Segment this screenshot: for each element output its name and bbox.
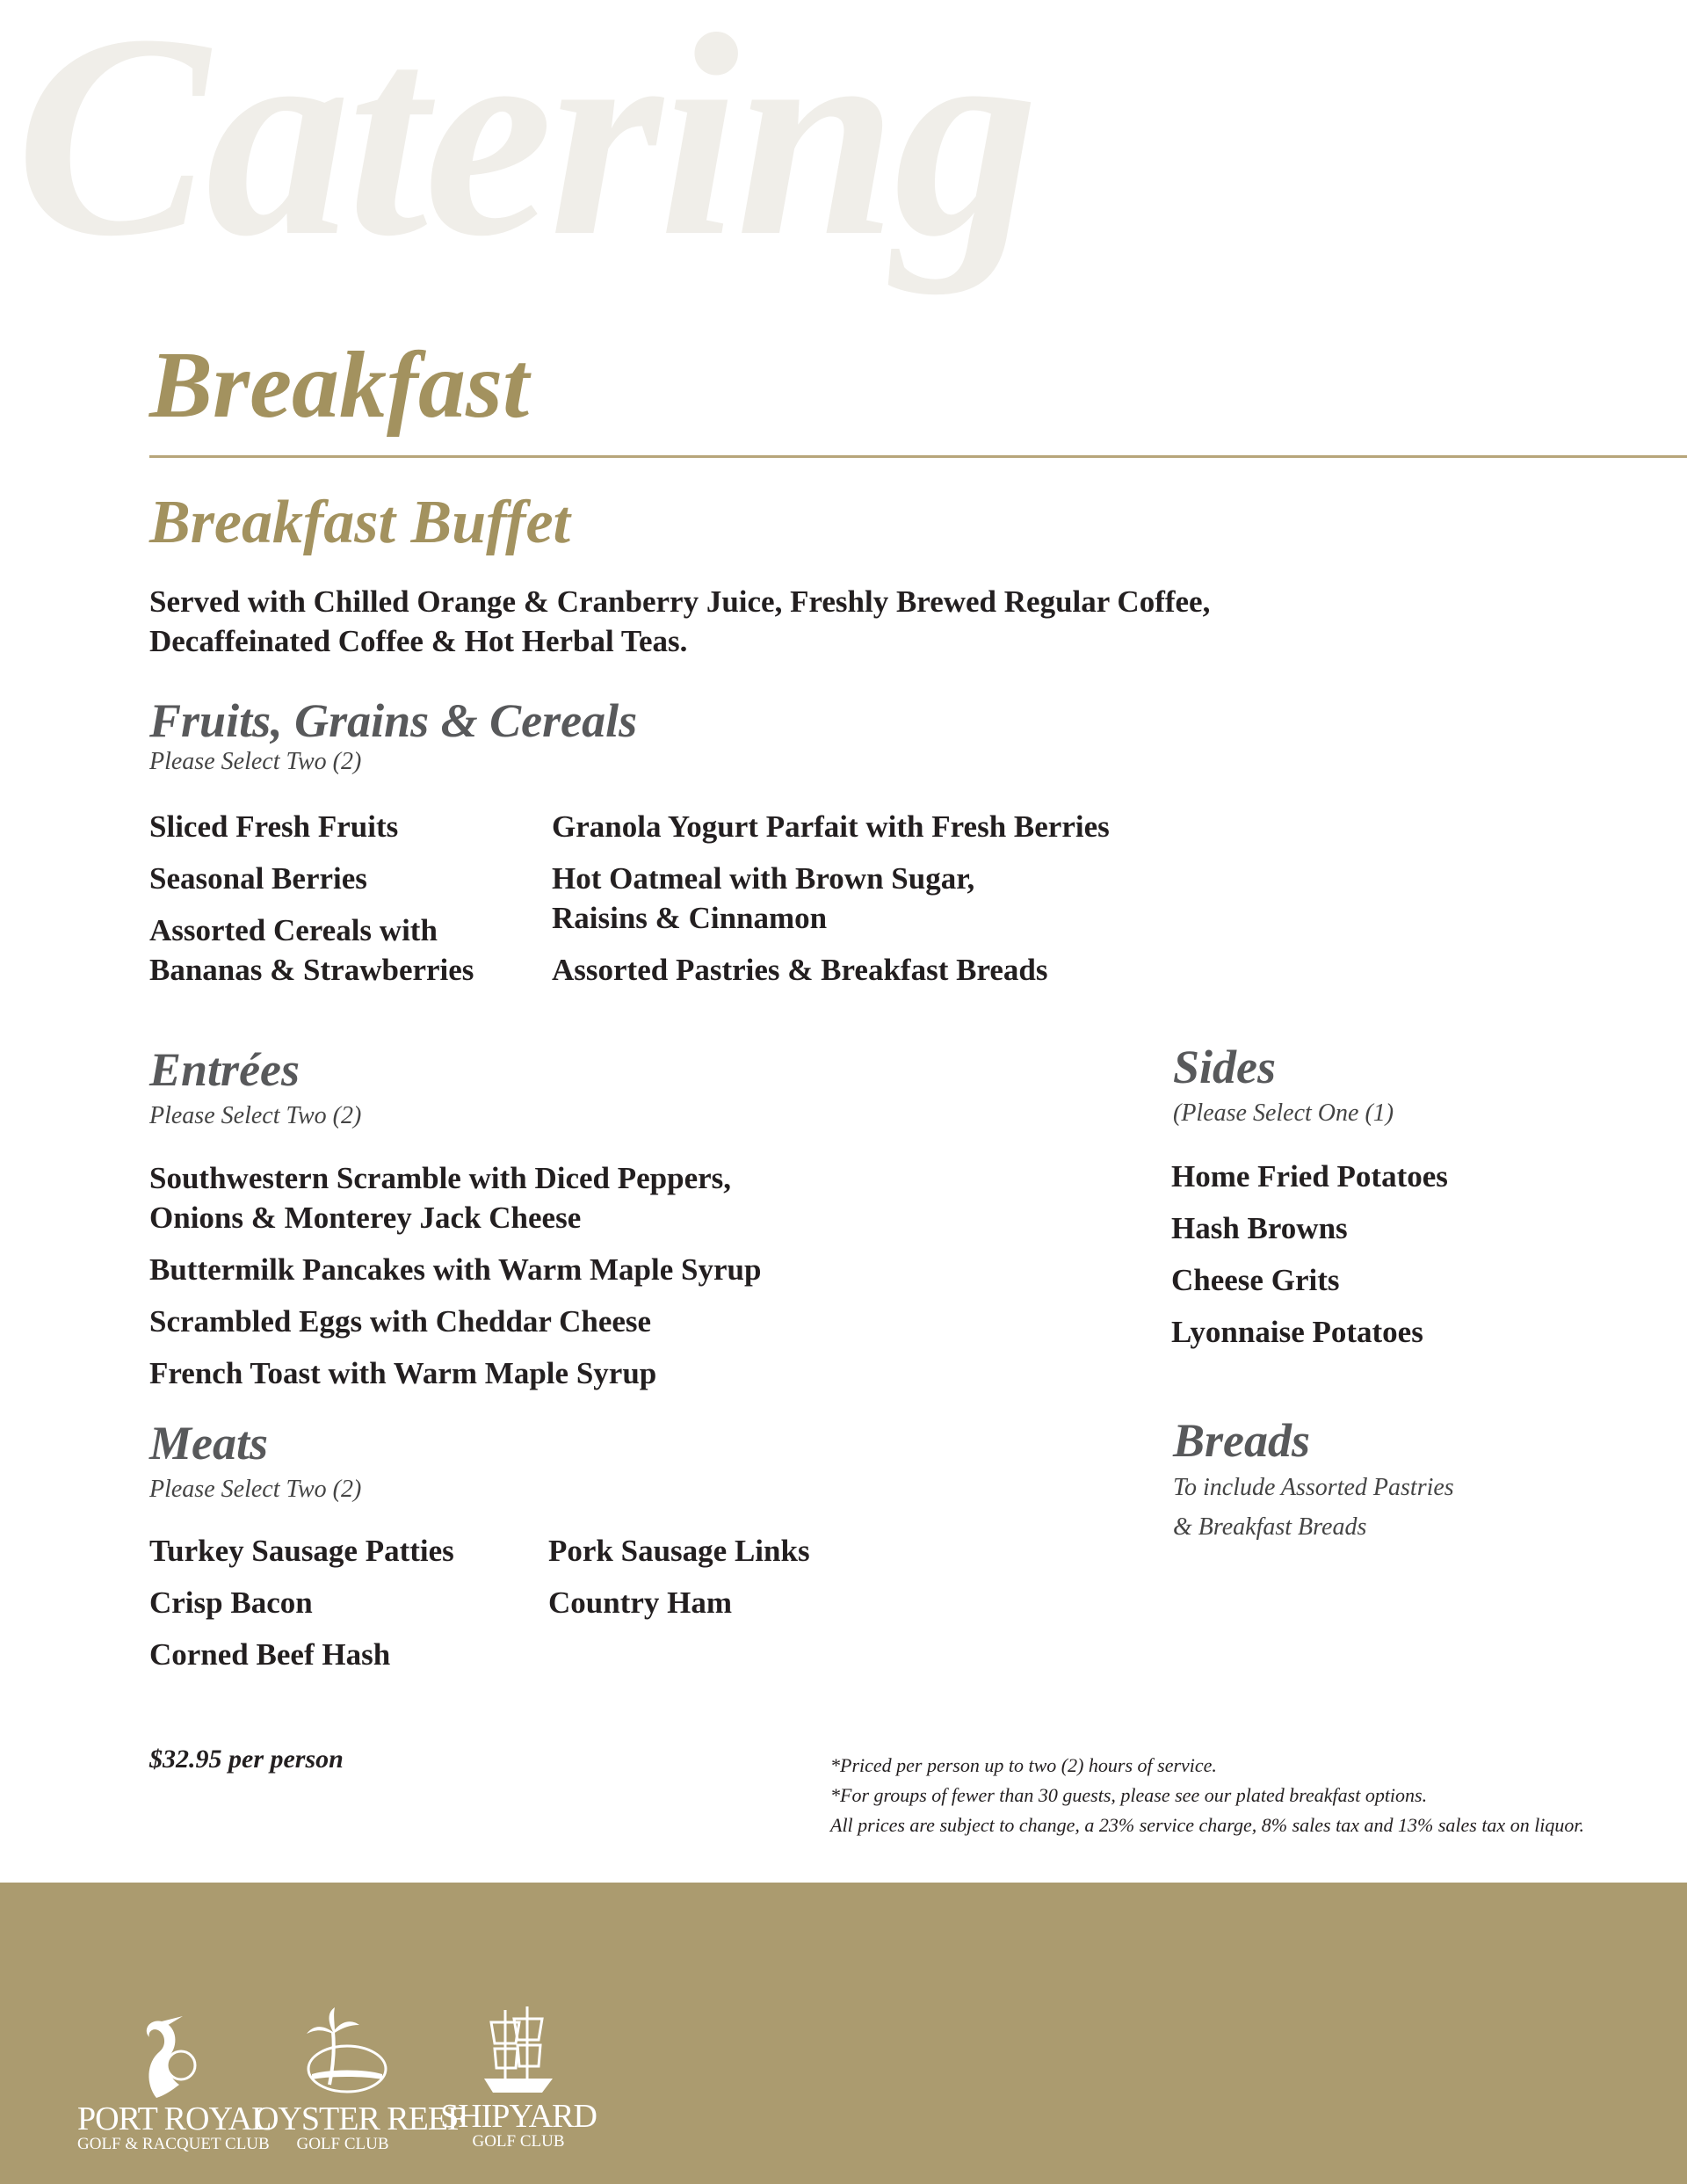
menu-item: Assorted Cereals with — [149, 913, 438, 947]
menu-item: Assorted Pastries & Breakfast Breads — [552, 953, 1048, 987]
menu-item: Country Ham — [548, 1585, 733, 1620]
heron-icon — [130, 2014, 200, 2102]
breads-note-line: & Breakfast Breads — [1173, 1513, 1367, 1541]
fruits-heading: Fruits, Grains & Cereals — [149, 694, 638, 747]
meats-heading: Meats — [149, 1417, 268, 1469]
fruits-column-2 — [552, 807, 1110, 1002]
menu-item: Seasonal Berries — [149, 861, 367, 896]
port-royal-logo — [77, 2014, 272, 2154]
logo-subtitle: GOLF & RACQUET CLUB — [77, 2135, 270, 2153]
menu-item: Granola Yogurt Parfait with Fresh Berries — [552, 809, 1110, 844]
footnote: All prices are subject to change, a 23% service charge, 8% sales tax and 13% sales tax on liquor. — [830, 1814, 1585, 1836]
footnote: *Priced per person up to two (2) hours of service. — [830, 1754, 1217, 1776]
menu-item: Cheese Grits — [1171, 1263, 1340, 1297]
catering-watermark: Catering — [16, 0, 1035, 296]
intro-line: Served with Chilled Orange & Cranberry Juice, Freshly Brewed Regular Coffee, — [149, 584, 1211, 619]
menu-item: Turkey Sausage Patties — [149, 1534, 454, 1568]
meats-column-2 — [548, 1531, 810, 1635]
menu-item: French Toast with Warm Maple Syrup — [149, 1356, 657, 1390]
oyster-reef-logo — [255, 2006, 466, 2154]
sailing-ship-icon — [479, 2001, 558, 2100]
shipyard-logo — [431, 2001, 606, 2151]
breads-note — [1173, 1468, 1454, 1547]
menu-item: Corned Beef Hash — [149, 1637, 391, 1672]
sides-heading: Sides — [1173, 1041, 1277, 1093]
price: $32.95 per person — [149, 1745, 344, 1774]
breads-heading: Breads — [1173, 1414, 1311, 1467]
menu-item: Buttermilk Pancakes with Warm Maple Syrup — [149, 1252, 762, 1287]
fruits-column-1 — [149, 807, 474, 1002]
menu-item: Sliced Fresh Fruits — [149, 809, 399, 844]
menu-item: Scrambled Eggs with Cheddar Cheese — [149, 1304, 652, 1339]
footnotes — [830, 1751, 1584, 1840]
menu-item: Southwestern Scramble with Diced Peppers, — [149, 1161, 732, 1195]
menu-item: Hot Oatmeal with Brown Sugar, — [552, 861, 975, 896]
meats-note: Please Select Two (2) — [149, 1476, 362, 1503]
entrees-list — [149, 1158, 761, 1405]
section-title: Breakfast Buffet — [149, 489, 570, 556]
logo-subtitle: GOLF CLUB — [296, 2135, 389, 2153]
logo-subtitle: GOLF CLUB — [472, 2132, 565, 2151]
menu-item: Onions & Monterey Jack Cheese — [149, 1201, 582, 1235]
logo-name: OYSTER REEF — [255, 2101, 466, 2137]
logo-name: SHIPYARD — [440, 2098, 597, 2135]
page-title: Breakfast — [149, 333, 529, 438]
menu-item: Hash Browns — [1171, 1211, 1348, 1245]
breads-note-line: To include Assorted Pastries — [1173, 1474, 1454, 1501]
menu-item: Home Fried Potatoes — [1171, 1159, 1448, 1194]
intro-text — [149, 582, 1336, 661]
footer-band — [0, 1883, 1687, 2184]
meats-column-1 — [149, 1531, 454, 1687]
sides-list — [1171, 1157, 1448, 1364]
logo-name: PORT ROYAL — [77, 2101, 272, 2137]
menu-item: Lyonnaise Potatoes — [1171, 1315, 1423, 1349]
footnote: *For groups of fewer than 30 guests, please see our plated breakfast options. — [830, 1784, 1428, 1806]
sides-note: (Please Select One (1) — [1173, 1099, 1394, 1127]
menu-item: Raisins & Cinnamon — [552, 901, 828, 935]
menu-item: Pork Sausage Links — [548, 1534, 810, 1568]
entrees-heading: Entrées — [149, 1043, 300, 1096]
title-divider — [149, 455, 1687, 458]
entrees-note: Please Select Two (2) — [149, 1102, 362, 1129]
intro-line: Decaffeinated Coffee & Hot Herbal Teas. — [149, 624, 688, 658]
fruits-note: Please Select Two (2) — [149, 748, 362, 775]
menu-item: Crisp Bacon — [149, 1585, 313, 1620]
menu-item: Bananas & Strawberries — [149, 953, 474, 987]
palm-tree-icon — [294, 2006, 391, 2102]
